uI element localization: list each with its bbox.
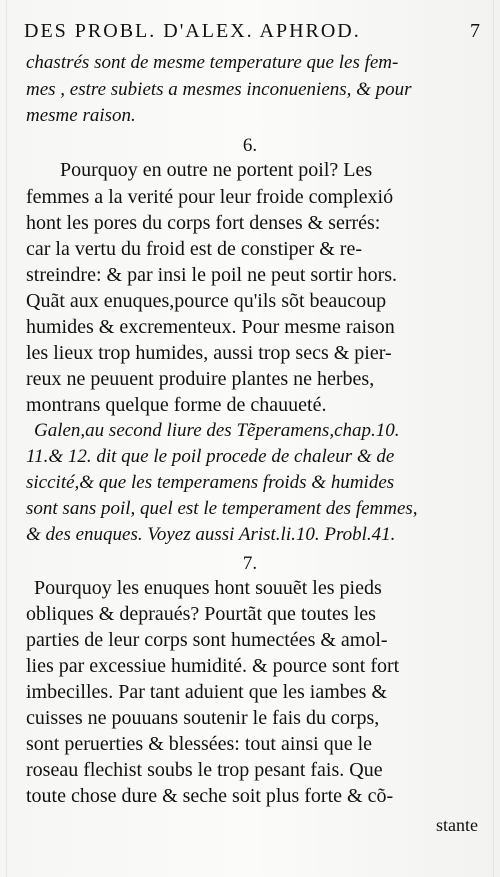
text-line: mes , estre subiets a mesmes inconueniens, & pour <box>26 79 412 100</box>
text-line: Pourquoy les enuques hont souuẽt les pieds <box>34 577 382 599</box>
text-line: imbecilles. Par tant aduient que les iambes & <box>26 681 388 703</box>
text-line: streindre: & par insi le poil ne peut sortir hors. <box>26 264 398 286</box>
text-line: parties de leur corps sont humectées & amol- <box>26 629 388 651</box>
note-line: & des enuques. Voyez aussi Arist.li.10. Probl.41. <box>26 524 396 545</box>
text-line: reux ne peuuent produire plantes ne herbes, <box>26 368 375 390</box>
note-line: sont sans poil, quel est le temperament des femmes, <box>26 498 418 519</box>
scan-edge-right <box>493 0 494 877</box>
note-line: Galen,au second liure des Tẽperamens,chap.10. <box>34 420 400 441</box>
scan-edge-left <box>6 0 7 877</box>
running-head-title: DES PROBL. D'ALEX. APHROD. <box>24 20 361 42</box>
text-line: lies par excessiue humidité. & pource sont fort <box>26 655 400 677</box>
running-head <box>24 20 480 44</box>
page-number: 7 <box>470 20 480 42</box>
text-line: hont les pores du corps fort denses & serrés: <box>26 212 381 234</box>
text-line: humides & excrementeux. Pour mesme raison <box>26 316 395 338</box>
text-line: sont peruerties & blessées: tout ainsi que le <box>26 733 373 755</box>
note-line: 11.& 12. dit que le poil procede de chaleur & de <box>26 446 395 467</box>
text-line: cuisses ne pouuans soutenir le fais du corps, <box>26 707 380 729</box>
section-number: 6. <box>242 135 258 156</box>
section-number: 7. <box>242 553 258 574</box>
text-line: chastrés sont de mesme temperature que les fem- <box>26 52 399 73</box>
catchword: stante <box>436 815 478 835</box>
text-line: toute chose dure & seche soit plus forte & cõ- <box>26 785 394 807</box>
text-line: les lieux trop humides, aussi trop secs & pier- <box>26 342 392 364</box>
text-line: obliques & depraués? Pourtãt que toutes les <box>26 603 376 625</box>
text-line: roseau flechist soubs le trop pesant fais. Que <box>26 759 383 781</box>
text-line: car la vertu du froid est de constiper & re- <box>26 238 362 260</box>
text-line: montrans quelque forme de chauueté. <box>26 394 327 416</box>
text-line: mesme raison. <box>26 105 136 126</box>
text-line: Quãt aux enuques,pource qu'ils sõt beaucoup <box>26 290 387 312</box>
text-line: Pourquoy en outre ne portent poil? Les <box>60 159 373 181</box>
note-line: siccité,& que les temperamens froids & humides <box>26 472 395 493</box>
text-line: femmes a la verité pour leur froide complexió <box>26 186 394 208</box>
